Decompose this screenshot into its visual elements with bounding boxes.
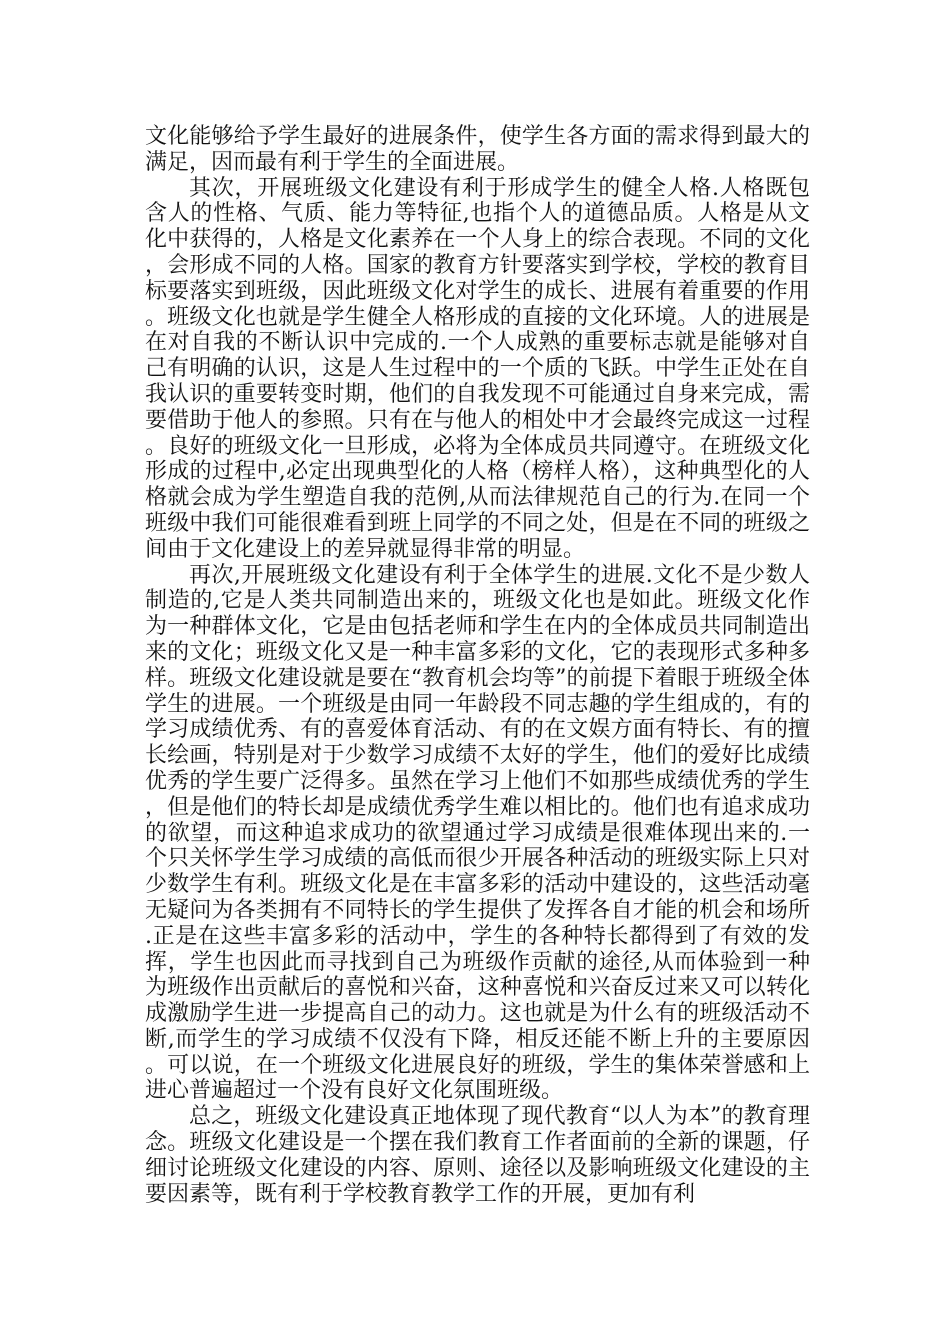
paragraph-conclusion: 总之，班级文化建设真正地体现了现代教育“以人为本”的教育理念。班级文化建设是一个摆在我们教育工作者面前的全新的课题，仔细讨论班级文化建设的内容、原则、途径以及影响班级文化建设的主要因素等，既有利于学校教育教学工作的开展，更加有利 [145,1104,810,1207]
paragraph-all-students-development: 再次,开展班级文化建设有利于全体学生的进展.文化不是少数人制造的,它是人类共同制造出来的，班级文化也是如此。班级文化作为一种群体文化，它是由包括老师和学生在内的全体成员共同制造出来的文化；班级文化又是一种丰富多彩的文化，它的表现形式多种多样。班级文化建设就是要在“教育机会均等”的前提下着眼于班级全体学生的进展。一个班级是由同一年龄段不同志趣的学生组成的，有的学习成绩优秀、有的喜爱体育活动、有的在文娱方面有特长、有的擅长绘画，特别是对于少数学习成绩不太好的学生，他们的爱好比成绩优秀的学生要广泛得多。虽然在学习上他们不如那些成绩优秀的学生，但是他们的特长却是成绩优秀学生难以相比的。他们也有追求成功的欲望，而这种追求成功的欲望通过学习成绩是很难体现出来的.一个只关怀学生学习成绩的高低而很少开展各种活动的班级实际上只对少数学生有利。班级文化是在丰富多彩的活动中建设的，这些活动毫无疑问为各类拥有不同特长的学生提供了发挥各自才能的机会和场所.正是在这些丰富多彩的活动中，学生的各种特长都得到了有效的发挥，学生也因此而寻找到自己为班级作贡献的途径,从而体验到一种为班级作出贡献后的喜悦和兴奋，这种喜悦和兴奋反过来又可以转化成激励学生进一步提高自己的动力。这也就是为什么有的班级活动不断,而学生的学习成绩不仅没有下降，相反还能不断上升的主要原因。可以说，在一个班级文化进展良好的班级，学生的集体荣誉感和上进心普遍超过一个没有良好文化氛围班级。 [145,562,810,1104]
paragraph-continuation: 文化能够给予学生最好的进展条件，使学生各方面的需求得到最大的满足，因而最有利于学生的全面进展。 [145,124,810,175]
paragraph-healthy-personality: 其次，开展班级文化建设有利于形成学生的健全人格.人格既包含人的性格、气质、能力等特征,也指个人的道德品质。人格是从文化中获得的，人格是文化素养在一个人身上的综合表现。不同的文化，会形成不同的人格。国家的教育方针要落实到学校，学校的教育目标要落实到班级，因此班级文化对学生的成长、进展有着重要的作用。班级文化也就是学生健全人格形成的直接的文化环境。人的进展是在对自我的不断认识中完成的.一个人成熟的重要标志就是能够对自己有明确的认识，这是人生过程中的一个质的飞跃。中学生正处在自我认识的重要转变时期，他们的自我发现不可能通过自身来完成，需要借助于他人的参照。只有在与他人的相处中才会最终完成这一过程。良好的班级文化一旦形成，必将为全体成员共同遵守。在班级文化形成的过程中,必定出现典型化的人格（榜样人格），这种典型化的人格就会成为学生塑造自我的范例,从而法律规范自己的行为.在同一个班级中我们可能很难看到班上同学的不同之处，但是在不同的班级之间由于文化建设上的差异就显得非常的明显。 [145,175,810,562]
document-page [145,124,810,1207]
